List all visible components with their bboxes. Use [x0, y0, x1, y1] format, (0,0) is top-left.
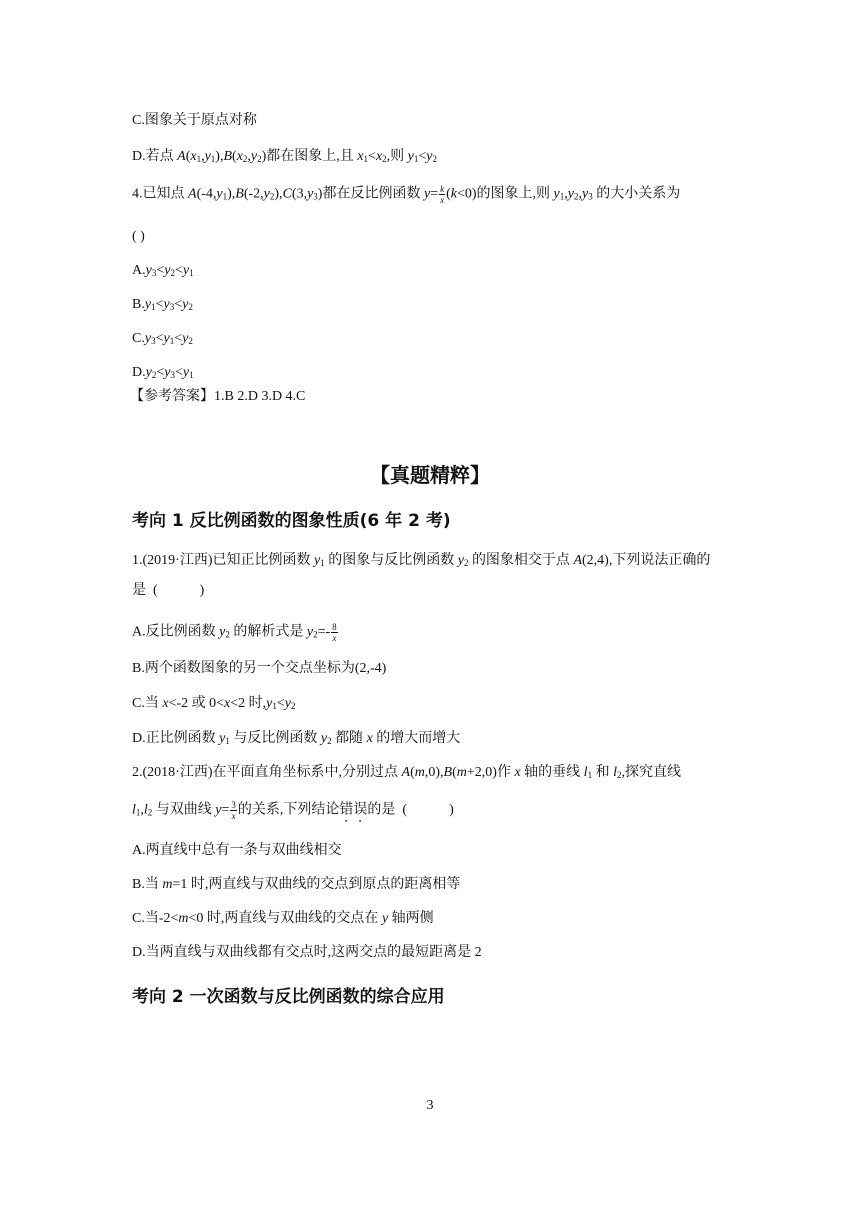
- q2-stem-line2: $l_1,l_2$ 与双曲线 y= $\frac{3}{x}$ 的关系,下列结论错误的是 ( ): [132, 800, 454, 821]
- q1-option-d: D.正比例函数 $y_1$ 与反比例函数 $y_2$ 都随 x 的增大而增大: [132, 731, 461, 746]
- q1-option-a: A.反比例函数 $y_2$ 的解析式是 $y_2=-$ $\frac{8}{x}$: [132, 622, 337, 643]
- page-number: 3: [426, 1098, 434, 1113]
- q2-option-a: A.两直线中总有一条与双曲线相交: [132, 843, 342, 858]
- q1-stem: 1.(2019·江西)已知正比例函数 $y_1$ 的图象与反比例函数 $y_2$ 的图象相交于点 A(2,4),下列说法正确的是 ( ): [132, 553, 711, 598]
- q2-fraction: $\frac{3}{x}$: [231, 800, 236, 821]
- section-title: 【真题精粹】: [370, 463, 490, 487]
- answer-key: 【参考答案】1.B 2.D 3.D 4.C: [130, 389, 306, 404]
- prev-option-d: D.若点 $A(x_1,y_1),B(x_2,y_2)$都在图象上,且 $x_1<x_2$,则 $y_1<y_2$: [132, 149, 437, 164]
- q4-option-a: $A.y_3<y_2<y_1$: [132, 263, 194, 278]
- q4-option-c: $C.y_3<y_1<y_2$: [132, 331, 193, 346]
- heading-topic-1: 考向 1 反比例函数的图象性质(6 年 2 考): [132, 511, 451, 531]
- q4-stem: 4.已知点 $A(-4,y_1),B(-2,y_2),C(3,y_3)$都在反比例函数 y= $\frac{k}{x}$ (k<0)的图象上,则 $y_1,y_2,y_3$ 的大小关系为: [132, 184, 681, 205]
- q2-option-d: D.当两直线与双曲线都有交点时,这两交点的最短距离是 2: [132, 945, 482, 960]
- q2-option-c: C.当-2<m<0 时,两直线与双曲线的交点在 y 轴两侧: [132, 911, 434, 926]
- q4-option-d: $D.y_2<y_3<y_1$: [132, 365, 194, 380]
- q1-option-c: C.当 x<-2 或 0<x<2 时$,y_1<y_2$: [132, 696, 296, 711]
- heading-topic-2: 考向 2 一次函数与反比例函数的综合应用: [132, 987, 445, 1007]
- prev-option-c: C.图象关于原点对称: [132, 113, 257, 128]
- q1-option-b: B.两个函数图象的另一个交点坐标为(2,-4): [132, 661, 387, 676]
- q4-option-b: $B.y_1<y_3<y_2$: [132, 297, 193, 312]
- q2-emphasis-word: 错误: [339, 802, 368, 818]
- q2-stem-line1: 2.(2018·江西)在平面直角坐标系中,分别过点 A(m,0),B(m+2,0)作 x 轴的垂线 $l_1$ 和 $l_2$,探究直线: [132, 765, 681, 780]
- q1-fraction: $\frac{8}{x}$: [332, 622, 337, 643]
- q2-option-b: B.当 m=1 时,两直线与双曲线的交点到原点的距离相等: [132, 877, 461, 892]
- q4-fraction: $\frac{k}{x}$: [440, 184, 445, 205]
- q4-blank: ( ): [132, 229, 145, 244]
